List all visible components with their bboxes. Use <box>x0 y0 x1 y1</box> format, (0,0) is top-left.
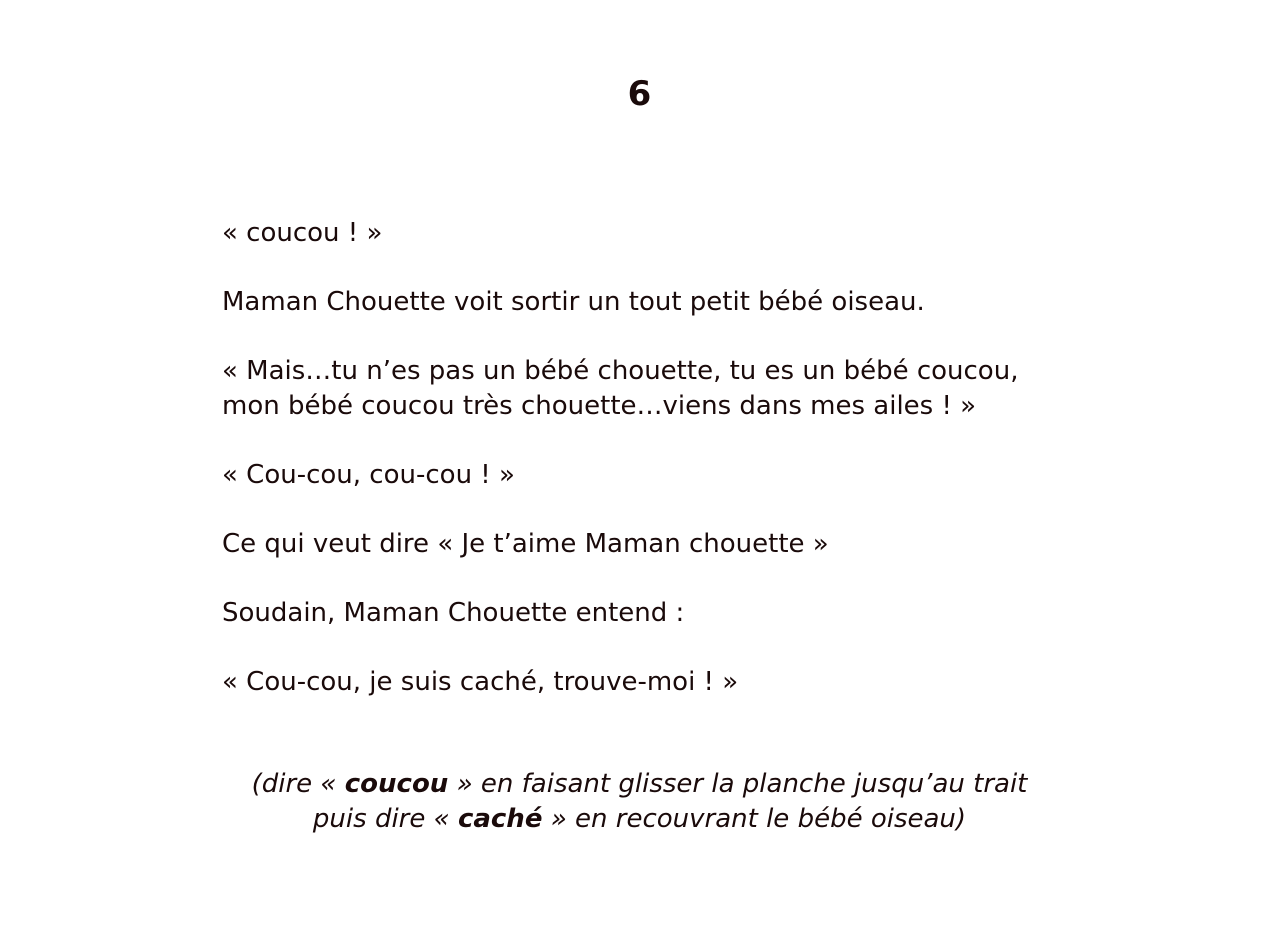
paragraph-bebe-oiseau: Maman Chouette voit sortir un tout petit bébé oiseau. <box>222 287 925 317</box>
instruction-line-2-start: puis dire « <box>312 804 458 834</box>
paragraph-cache: « Cou-cou, je suis caché, trouve-moi ! » <box>222 667 739 697</box>
instruction-keyword-cache: caché <box>457 804 543 834</box>
instruction-note <box>0 767 1279 837</box>
page-number: 6 <box>627 74 652 114</box>
story-text <box>222 216 1122 734</box>
paragraph-soudain: Soudain, Maman Chouette entend : <box>222 598 685 628</box>
paragraph-mais <box>222 354 1122 424</box>
paragraph-mais-line1: « Mais…tu n’es pas un bébé chouette, tu es un bébé coucou, <box>222 356 1019 386</box>
instruction-line-1-start: (dire « <box>251 769 345 799</box>
instruction-line-2 <box>0 802 1279 837</box>
instruction-line-2-end: » en recouvrant le bébé oiseau) <box>542 804 967 834</box>
paragraph-cou-cou: « Cou-cou, cou-cou ! » <box>222 460 515 490</box>
paragraph-coucou: « coucou ! » <box>222 218 383 248</box>
instruction-keyword-coucou: coucou <box>344 769 449 799</box>
instruction-line-1 <box>0 767 1279 802</box>
paragraph-mais-line2: mon bébé coucou très chouette…viens dans mes ailes ! » <box>222 391 977 421</box>
instruction-line-1-end: » en faisant glisser la planche jusqu’au trait <box>448 769 1028 799</box>
paragraph-je-taime: Ce qui veut dire « Je t’aime Maman chouette » <box>222 529 829 559</box>
